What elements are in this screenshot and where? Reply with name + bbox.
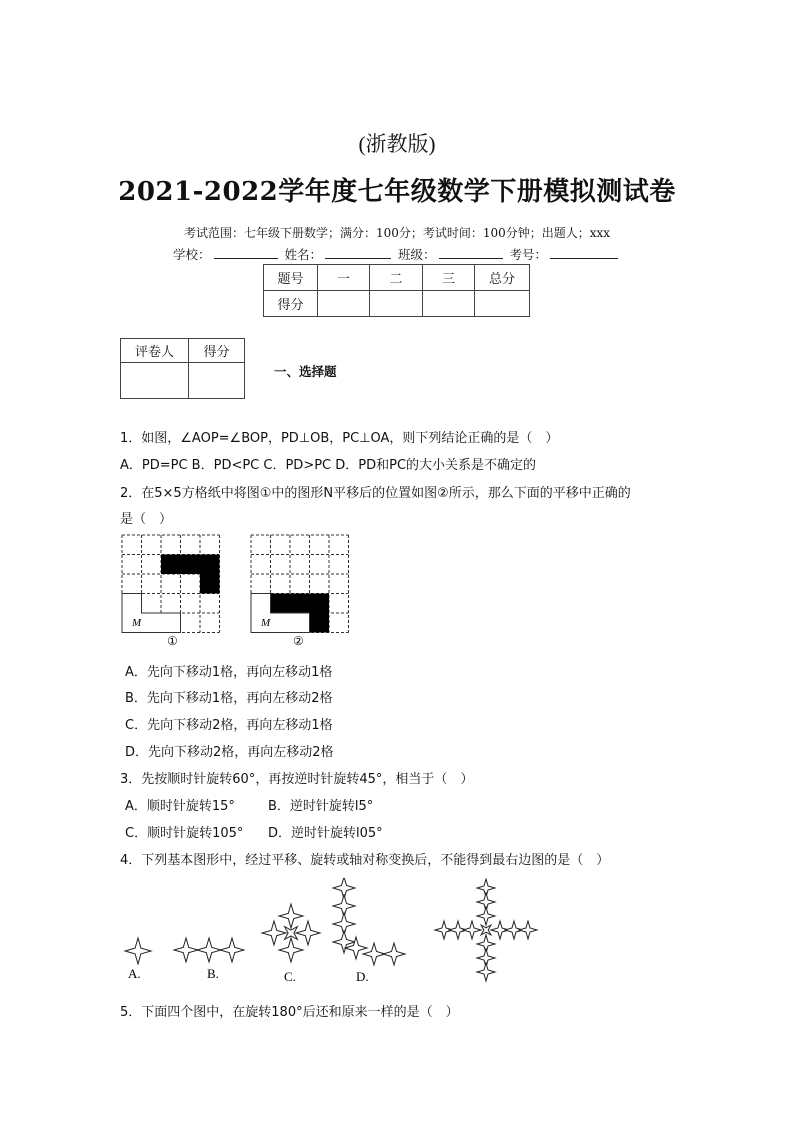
option-d-label: D. [356, 969, 369, 984]
question-1-stem: 1．如图，∠AOP=∠BOP，PD⊥OB，PC⊥OA，则下列结论正确的是（ ） [120, 431, 559, 446]
question-2-stem: 2．在5×5方格纸中将图①中的图形N平移后的位置如图②所示，那么下面的平移中正确的 [120, 486, 631, 501]
class-blank [439, 246, 503, 259]
question-2-figures [118, 533, 358, 653]
star-icon [125, 938, 151, 964]
shaded-cell [271, 594, 291, 614]
grader-header-cell: 评卷人 [121, 339, 189, 363]
grader-table [120, 338, 245, 399]
question-5-stem: 5．下面四个图中，在旋转180°后还和原来一样的是（ ） [120, 1005, 459, 1020]
question-2-option-b: B．先向下移动1格，再向左移动2格 [125, 691, 333, 706]
shaded-cell [200, 574, 220, 594]
number-label: 考号： [509, 247, 547, 262]
question-4-stem: 4．下列基本图形中，经过平移、旋转或轴对称变换后，不能得到最右边图的是（ ） [120, 853, 610, 868]
question-4-figures [116, 878, 546, 988]
score-header-cell: 题号 [264, 265, 318, 291]
number-blank [550, 246, 618, 259]
shaded-cell [181, 555, 201, 575]
question-3-stem: 3．先按顺时针旋转60°，再按逆时针旋转45°，相当于（ ） [120, 772, 474, 787]
star-icon [279, 904, 303, 928]
score-header-cell: 总分 [475, 265, 530, 291]
grader-cell [189, 363, 245, 399]
grader-header-cell: 得分 [189, 339, 245, 363]
question-2-option-c: C．先向下移动2格，再向左移动1格 [125, 718, 333, 733]
option-a-label: A. [128, 966, 141, 981]
question-2-option-a: A．先向下移动1格，再向左移动1格 [125, 665, 333, 680]
star-icon [174, 938, 198, 962]
class-label: 班级： [397, 247, 436, 262]
question-3-option-a: A．顺时针旋转15° [125, 799, 235, 814]
star-icon [197, 938, 221, 962]
name-label: 姓名： [284, 247, 322, 262]
score-cell [423, 291, 475, 317]
score-header-cell: 二 [370, 265, 423, 291]
section-title: 一、选择题 [274, 364, 337, 379]
star-icon [477, 963, 495, 981]
exam-info: 考试范围：七年级下册数学；满分：100分；考试时间：100分钟；出题人；xxx [183, 226, 611, 240]
question-2-stem-cont: 是（ ） [120, 512, 173, 527]
score-cell [475, 291, 530, 317]
score-header-cell: 三 [423, 265, 475, 291]
star-icon [296, 921, 320, 945]
question-3-option-b: B．逆时针旋转l5° [268, 799, 374, 814]
star-icon [463, 921, 481, 939]
figure-2-caption: ② [293, 634, 304, 648]
student-info-line [0, 245, 794, 263]
score-cell [318, 291, 370, 317]
option-b-label: B. [207, 966, 219, 981]
school-blank [214, 246, 278, 259]
score-header-cell: 一 [318, 265, 370, 291]
figure-1-caption: ① [167, 634, 178, 648]
question-3-option-d: D．逆时针旋转l05° [268, 826, 383, 841]
question-1-options: A．PD=PC B．PD<PC C．PD>PC D．PD和PC的大小关系是不确定的 [120, 458, 537, 473]
name-blank [325, 246, 391, 259]
shaded-cell [310, 594, 330, 614]
star-icon [220, 938, 244, 962]
shaded-cell [161, 555, 181, 575]
grader-cell [121, 363, 189, 399]
star-icon [279, 938, 303, 962]
star-icon [383, 943, 405, 965]
shaded-cell [290, 594, 310, 614]
school-label: 学校： [172, 247, 211, 262]
star-icon [519, 921, 537, 939]
shape-m-label-1: M [132, 617, 142, 629]
question-2-option-d: D．先向下移动2格，再向左移动2格 [125, 745, 334, 760]
shape-m-label-2: M [261, 617, 271, 629]
score-row-label: 得分 [264, 291, 318, 317]
exam-title: 2021-2022学年度七年级数学下册模拟测试卷 [118, 177, 676, 207]
shaded-cell [200, 555, 220, 575]
edition-label: (浙教版) [358, 132, 436, 156]
shape-m [122, 594, 181, 633]
score-cell [370, 291, 423, 317]
option-c-label: C. [284, 969, 296, 984]
star-icon [262, 921, 286, 945]
score-table [263, 264, 530, 317]
shaded-cell [310, 613, 330, 633]
star-icon [477, 907, 495, 925]
question-3-option-c: C．顺时针旋转105° [125, 826, 244, 841]
